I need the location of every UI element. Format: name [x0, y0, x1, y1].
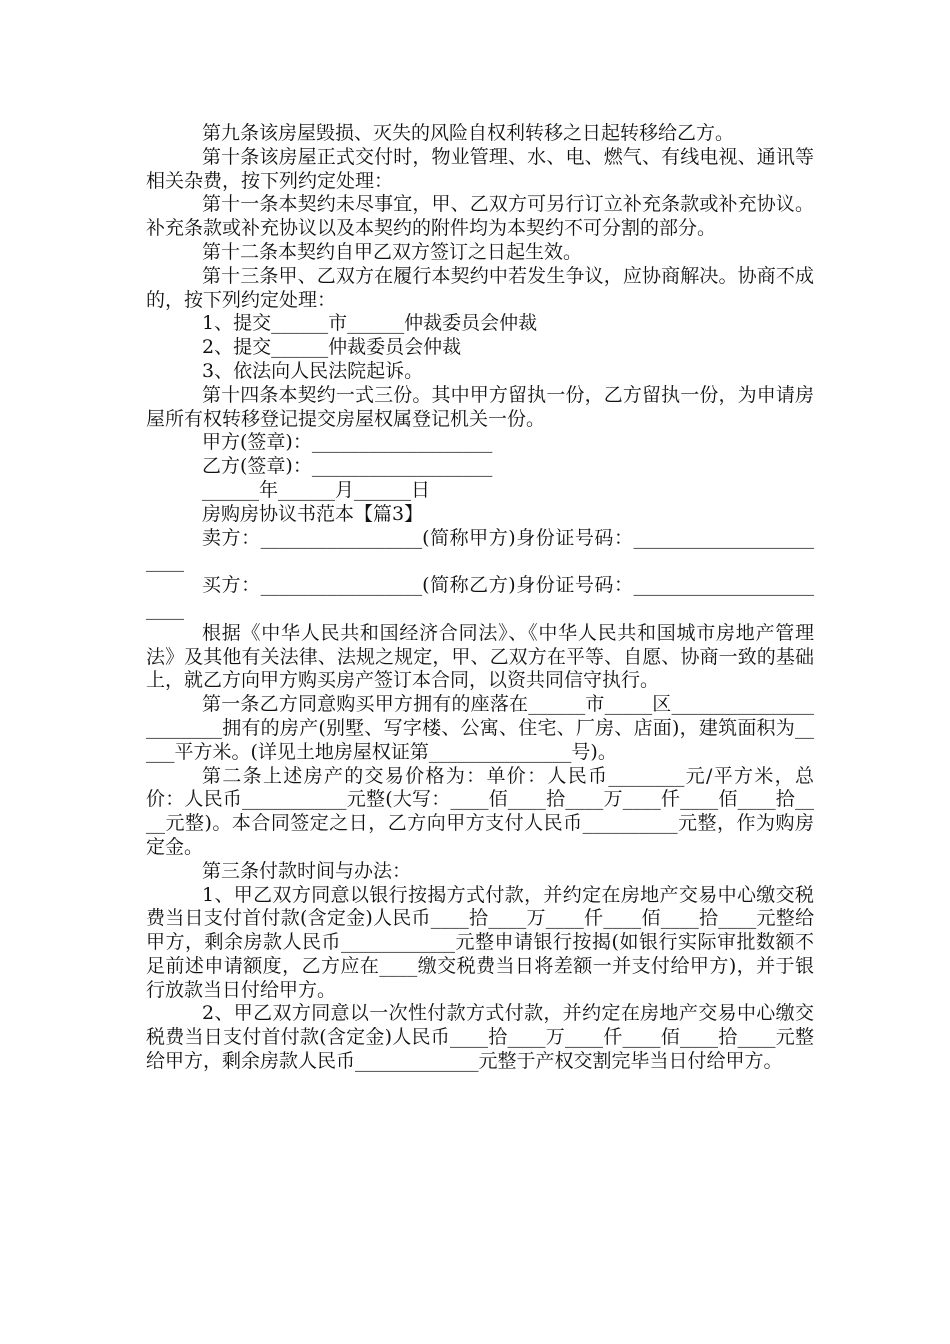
party-b-signature: 乙方(签章)：___________________	[202, 455, 493, 478]
dispute-option-3: 3、依法向人民法院起诉。	[202, 359, 424, 382]
clause-2: 第二条上述房产的交易价格为：单价：人民币________元/平方米，总价：人民币___________元整(大写：____佰____拾____万____仟____佰____拾____元整)。本合同签定之日，乙方向甲方支付人民币__________元整，作为购房定金。	[146, 764, 814, 858]
article-13: 第十三条甲、乙双方在履行本契约中若发生争议，应协商解决。协商不成的，按下列约定处理：	[146, 264, 814, 311]
section-title: 房购房协议书范本【篇3】	[202, 502, 424, 525]
party-a-signature: 甲方(签章)：___________________	[202, 431, 493, 454]
preamble: 根据《中华人民共和国经济合同法》、《中华人民共和国城市房地产管理法》及其他有关法律、法规之规定，甲、乙双方在平等、自愿、协商一致的基础上，就乙方向甲方购买房产签订本合同，以资共同信守执行。	[146, 621, 814, 692]
article-14: 第十四条本契约一式三份。其中甲方留执一份，乙方留执一份，为申请房屋所有权转移登记提交房屋权属登记机关一份。	[146, 383, 814, 430]
signing-date: ______年______月______日	[202, 478, 431, 501]
article-10: 第十条该房屋正式交付时，物业管理、水、电、燃气、有线电视、通讯等相关杂费，按下列约定处理：	[146, 145, 814, 192]
seller-line: 卖方：_________________(简称甲方)身份证号码：_______________________	[146, 526, 814, 573]
article-9: 第九条该房屋毁损、灭失的风险自权利转移之日起转移给乙方。	[202, 122, 735, 144]
clause-3: 第三条付款时间与办法：	[202, 859, 412, 882]
document-body	[146, 122, 814, 1074]
dispute-option-2: 2、提交______仲裁委员会仲裁	[202, 336, 462, 359]
buyer-line: 买方：_________________(简称乙方)身份证号码：_______________________	[146, 574, 814, 620]
clause-1: 第一条乙方同意购买甲方拥有的座落在______市_____区_______________________拥有的房产(别墅、写字楼、公寓、住宅、厂房、店面)，建筑面积为_____平方米。(详见土地房屋权证第_______________号)。	[146, 693, 814, 763]
dispute-option-1: 1、提交______市______仲裁委员会仲裁	[202, 312, 538, 335]
payment-option-2: 2、甲乙双方同意以一次性付款方式付款，并约定在房地产交易中心缴交税费当日支付首付款(含定金)人民币____拾____万____仟____佰____拾____元整给甲方，剩余房款人民币_____________元整于产权交割完毕当日付给甲方。	[146, 1002, 814, 1073]
article-12: 第十二条本契约自甲乙双方签订之日起生效。	[202, 240, 583, 263]
payment-option-1: 1、甲乙双方同意以银行按揭方式付款，并约定在房地产交易中心缴交税费当日支付首付款(含定金)人民币____拾____万____仟____佰____拾____元整给甲方，剩余房款人民币____________元整申请银行按揭(如银行实际审批数额不足前述申请额度，乙方应在____缴交税费当日将差额一并支付给甲方)，并于银行放款当日付给甲方。	[146, 883, 814, 1001]
article-11: 第十一条本契约未尽事宜，甲、乙双方可另行订立补充条款或补充协议。补充条款或补充协议以及本契约的附件均为本契约不可分割的部分。	[146, 193, 814, 240]
